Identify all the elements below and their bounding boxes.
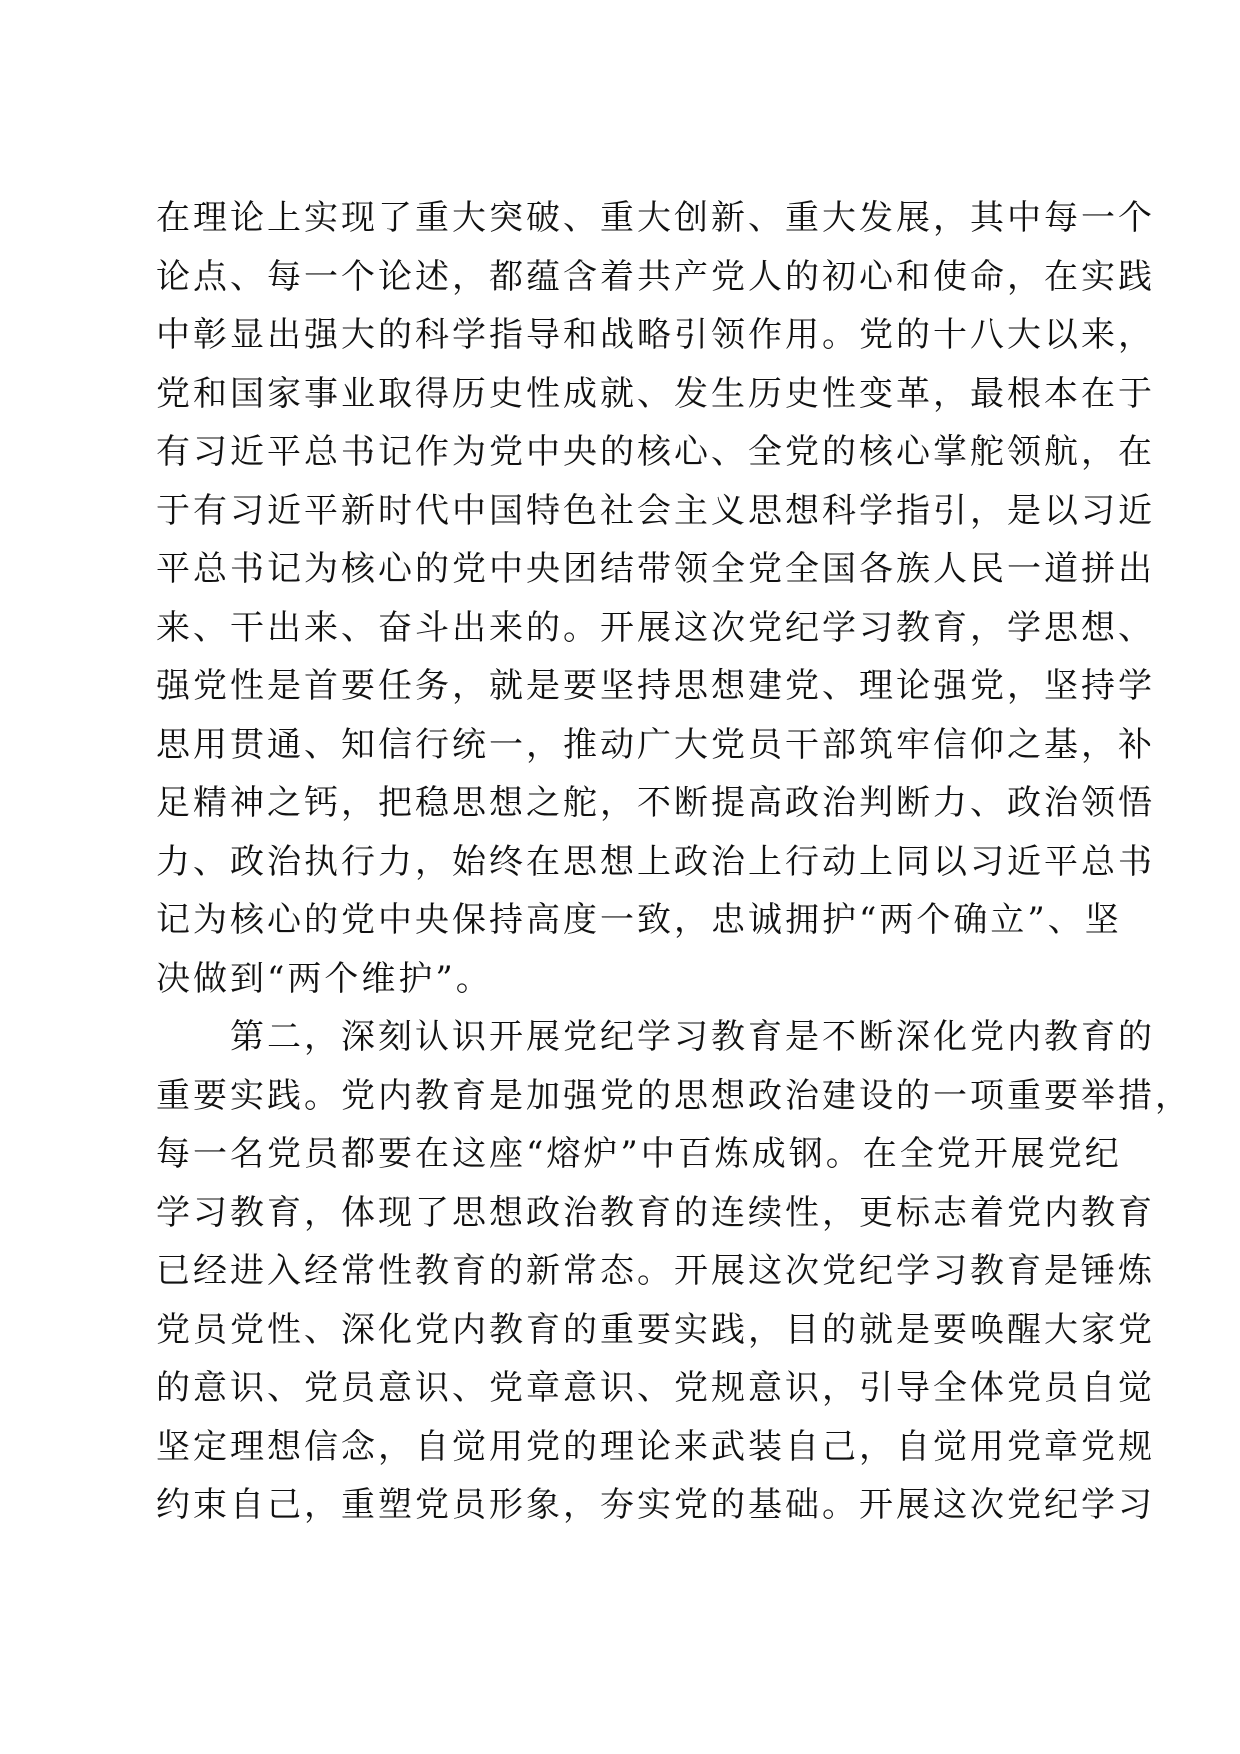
text-line: 党员党性、深化党内教育的重要实践，目的就是要唤醒大家党	[156, 1309, 1155, 1350]
text-line: 每一名党员都要在这座“熔炉”中百炼成钢。在全党开展党纪	[156, 1134, 1122, 1174]
text-line: 思用贯通、知信行统一，推动广大党员干部筑牢信仰之基，补	[156, 724, 1155, 765]
text-line: 的意识、党员意识、党章意识、党规意识，引导全体党员自觉	[156, 1368, 1155, 1408]
text-line: 已经进入经常性教育的新常态。开展这次党纪学习教育是锤炼	[156, 1251, 1155, 1291]
body-text	[156, 189, 1192, 1535]
text-line: 力、政治执行力，始终在思想上政治上行动上同以习近平总书	[156, 841, 1155, 882]
text-line: 党和国家事业取得历史性成就、发生历史性变革，最根本在于	[156, 373, 1155, 414]
text-line: 学习教育，体现了思想政治教育的连续性，更标志着党内教育	[156, 1192, 1155, 1233]
text-line: 在理论上实现了重大突破、重大创新、重大发展，其中每一个	[156, 198, 1155, 238]
text-line: 来、干出来、奋斗出来的。开展这次党纪学习教育，学思想、	[156, 607, 1155, 648]
text-line: 决做到“两个维护”。	[156, 958, 493, 999]
text-line: 强党性是首要任务，就是要坚持思想建党、理论强党，坚持学	[156, 666, 1155, 706]
text-line: 平总书记为核心的党中央团结带领全党全国各族人民一道拼出	[156, 549, 1155, 589]
text-line: 有习近平总书记作为党中央的核心、全党的核心掌舵领航，在	[156, 432, 1155, 472]
text-line: 论点、每一个论述，都蕴含着共产党人的初心和使命，在实践	[156, 256, 1155, 297]
text-line: 于有习近平新时代中国特色社会主义思想科学指引，是以习近	[156, 490, 1155, 531]
text-line: 约束自己，重塑党员形象，夯实党的基础。开展这次党纪学习	[156, 1485, 1155, 1525]
text-line: 第二，深刻认识开展党纪学习教育是不断深化党内教育的	[156, 1017, 1155, 1057]
text-line: 足精神之钙，把稳思想之舵，不断提高政治判断力、政治领悟	[156, 783, 1155, 823]
text-line: 记为核心的党中央保持高度一致，忠诚拥护“两个确立”、坚	[156, 900, 1122, 940]
text-line: 重要实践。党内教育是加强党的思想政治建设的一项重要举措，	[156, 1075, 1192, 1116]
text-line: 坚定理想信念，自觉用党的理论来武装自己，自觉用党章党规	[156, 1426, 1155, 1467]
text-line: 中彰显出强大的科学指导和战略引领作用。党的十八大以来，	[156, 315, 1155, 355]
